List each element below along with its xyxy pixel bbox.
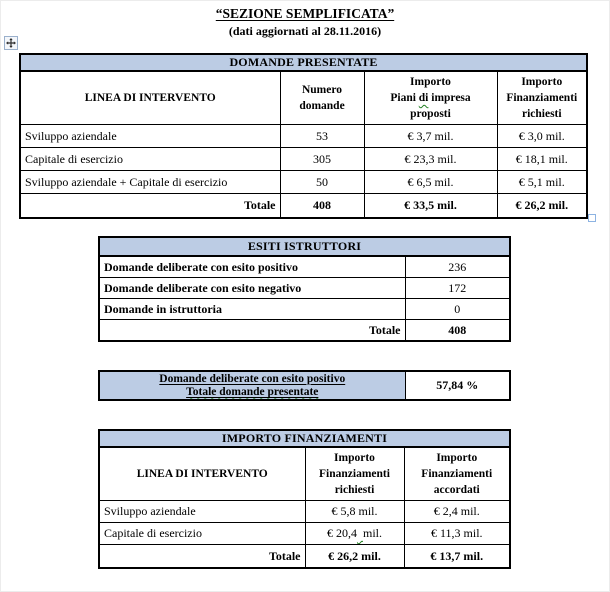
page-title (1, 6, 609, 22)
header-line: Finanziamenti (506, 92, 578, 104)
total-numero: 408 (280, 194, 364, 219)
header-line: Finanziamenti (421, 468, 493, 480)
table-esiti-istruttori (98, 236, 511, 342)
table-total-row (20, 194, 587, 219)
cell-importo-piani: € 3,7 mil. (364, 125, 497, 148)
row-label: Sviluppo aziendale + Capitale di esercizio (20, 171, 280, 194)
row-label: Domande deliberate con esito negativo (99, 278, 405, 299)
cell-value: 236 (405, 256, 510, 278)
ratio-fraction (99, 371, 405, 400)
header-line: proposti (410, 108, 451, 120)
header-line: richiesti (521, 108, 562, 120)
amount-part: mil. (362, 526, 382, 540)
col-header-numero-domande (280, 71, 364, 125)
header-line: Importo (521, 76, 563, 88)
cell-richiesti (305, 523, 404, 545)
table-percentuale-esito-positivo (98, 370, 511, 401)
header-line: accordati (433, 484, 480, 496)
table-row (20, 125, 587, 148)
col-header-linea-di-intervento: LINEA DI INTERVENTO (99, 447, 305, 501)
total-label: Totale (20, 194, 280, 219)
table-move-handle[interactable] (4, 36, 18, 50)
cell-numero: 305 (280, 148, 364, 171)
total-value: 408 (405, 320, 510, 342)
row-label: Sviluppo aziendale (99, 501, 305, 523)
header-line: Importo (334, 452, 375, 464)
cell-importo-finanziamenti: € 3,0 mil. (497, 125, 587, 148)
page-title-text: “SEZIONE SEMPLIFICATA” (215, 6, 395, 21)
total-importo-piani: € 33,5 mil. (364, 194, 497, 219)
row-label: Capitale di esercizio (99, 523, 305, 545)
total-richiesti: € 26,2 mil. (305, 545, 404, 569)
table-row (99, 371, 510, 400)
table-row (20, 171, 587, 194)
table-row (99, 501, 510, 523)
table-total-row (99, 545, 510, 569)
total-label: Totale (99, 545, 305, 569)
row-label: Domande deliberate con esito positivo (99, 256, 405, 278)
header-line: richiesti (334, 484, 375, 496)
page-subtitle: (dati aggiornati al 28.11.2016) (228, 24, 382, 38)
ratio-numerator: Domande deliberate con esito positivo (159, 372, 346, 385)
grammar-squiggle-phrase: Totale domande presentate (186, 385, 319, 398)
cell-accordati: € 2,4 mil. (404, 501, 510, 523)
cell-value: 0 (405, 299, 510, 320)
cell-importo-piani: € 6,5 mil. (364, 171, 497, 194)
table-row (99, 278, 510, 299)
row-label: Sviluppo aziendale (20, 125, 280, 148)
cell-richiesti: € 5,8 mil. (305, 501, 404, 523)
table-row (99, 256, 510, 278)
amount-part: € 20,4 (326, 526, 357, 540)
table-row (99, 299, 510, 320)
table-title-importo-finanziamenti: IMPORTO FINANZIAMENTI (99, 430, 510, 447)
header-line: Piani (390, 92, 416, 104)
table-title-domande-presentate: DOMANDE PRESENTATE (20, 54, 587, 71)
cell-importo-finanziamenti: € 5,1 mil. (497, 171, 587, 194)
header-line: Numero (301, 84, 343, 96)
cell-numero: 53 (280, 125, 364, 148)
col-header-linea-di-intervento: LINEA DI INTERVENTO (20, 71, 280, 125)
col-header-finanziamenti-richiesti (305, 447, 404, 501)
col-header-importo-piani (364, 71, 497, 125)
table-title-esiti-istruttori: ESITI ISTRUTTORI (99, 237, 510, 256)
header-line: Finanziamenti (319, 468, 390, 480)
col-header-importo-finanziamenti-richiesti (497, 71, 587, 125)
header-line: Importo (410, 76, 451, 88)
col-header-finanziamenti-accordati (404, 447, 510, 501)
table-importo-finanziamenti (98, 429, 511, 569)
table-total-row (99, 320, 510, 342)
table-domande-presentate (19, 53, 588, 219)
cell-value: 172 (405, 278, 510, 299)
cell-accordati: € 11,3 mil. (404, 523, 510, 545)
cell-importo-piani: € 23,3 mil. (364, 148, 497, 171)
grammar-squiggle-word: di (418, 92, 429, 104)
ratio-denominator (186, 386, 318, 398)
table-row (99, 523, 510, 545)
cell-numero: 50 (280, 171, 364, 194)
row-label: Domande in istruttoria (99, 299, 405, 320)
table-row (20, 148, 587, 171)
table-resize-handle[interactable] (588, 214, 596, 222)
total-accordati: € 13,7 mil. (404, 545, 510, 569)
header-line: impresa (431, 92, 471, 104)
row-label: Capitale di esercizio (20, 148, 280, 171)
header-line: Importo (436, 452, 478, 464)
cell-importo-finanziamenti: € 18,1 mil. (497, 148, 587, 171)
header-line: domande (299, 100, 345, 112)
move-icon (6, 38, 16, 48)
total-label: Totale (99, 320, 405, 342)
total-importo-finanziamenti: € 26,2 mil. (497, 194, 587, 219)
ratio-percentage: 57,84 % (405, 371, 510, 400)
